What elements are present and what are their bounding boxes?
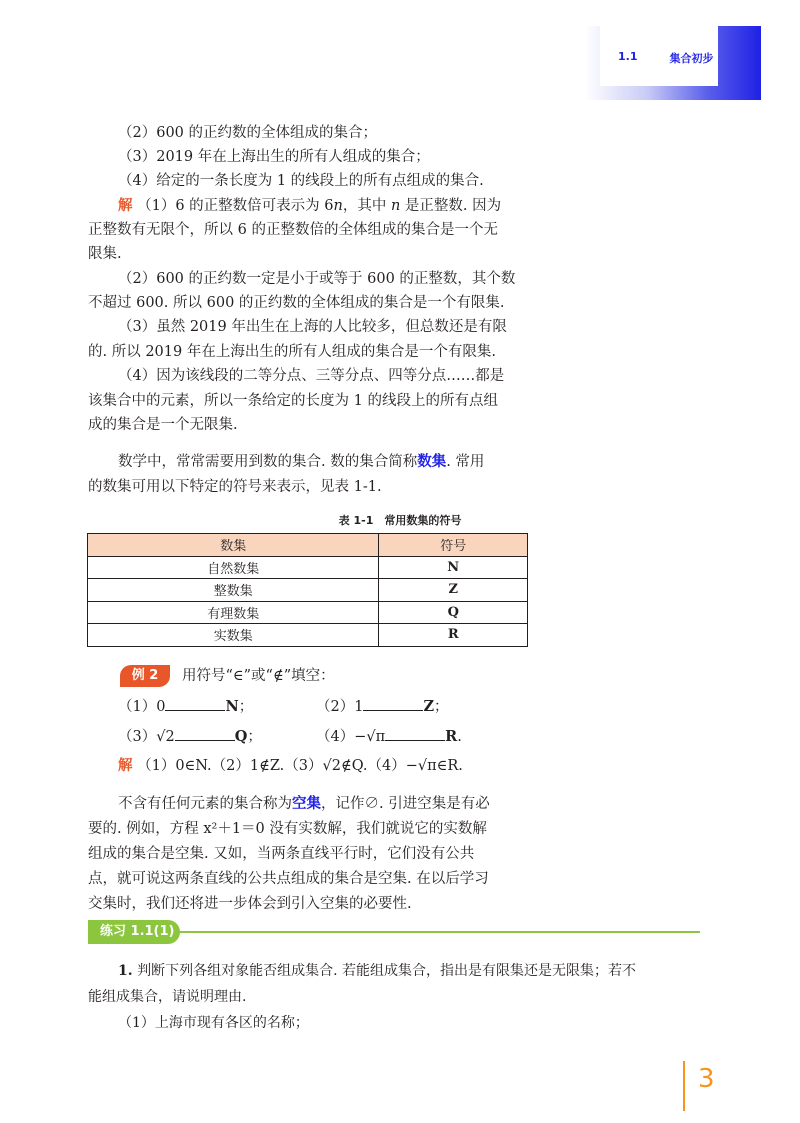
table-cell: 实数集 (88, 624, 379, 647)
body-line: （2）600 的正约数的全体组成的集合； (118, 125, 378, 141)
example-prompt: 用符号“∈”或“∉”填空： (182, 668, 335, 684)
emptyset-line: 不含有任何元素的集合称为空集，记作∅. 引进空集是有必 (118, 796, 490, 812)
body-line: 的. 所以 2019 年在上海出生的所有人组成的集合是一个有限集. (88, 344, 496, 360)
section-number: 1.1 (618, 50, 638, 63)
body-line: 不超过 600. 所以 600 的正约数的全体组成的集合是一个有限集. (88, 295, 505, 311)
table-header-row (88, 534, 528, 557)
exercise-question: 1. 判断下列各组对象能否组成集合. 若能组成集合，指出是有限集还是无限集；若不 (118, 963, 636, 979)
table-caption: 表 1-1 常用数集的符号 (338, 514, 462, 527)
table-row (88, 556, 528, 579)
running-header (618, 50, 714, 66)
body-line: （3）2019 年在上海出生的所有人组成的集合； (118, 149, 430, 165)
body-line: （1）上海市现有各区的名称； (118, 1015, 309, 1031)
table-cell: 有理数集 (88, 601, 379, 624)
solution-label: 解 (118, 757, 133, 774)
table-cell: N (379, 556, 528, 579)
body-line: 组成的集合是空集. 又如，当两条直线平行时，它们没有公共 (88, 846, 475, 862)
body-line: 要的. 例如，方程 x²＋1＝0 没有实数解，我们就说它的实数解 (88, 821, 487, 837)
table-row (88, 601, 528, 624)
table-cell: R (379, 624, 528, 647)
number-sets-table (87, 533, 528, 647)
answer-blank (175, 727, 235, 741)
table-header-cell: 数集 (88, 534, 379, 557)
example-badge: 例 2 (120, 665, 170, 687)
exercise-label: 练习 1.1(1) (88, 920, 180, 944)
body-line: （3）虽然 2019 年出生在上海的人比较多，但总数还是有限 (118, 319, 507, 335)
table-cell: 自然数集 (88, 556, 379, 579)
table-cell: 整数集 (88, 579, 379, 602)
body-line: 交集时，我们还将进一步体会到引入空集的必要性. (88, 896, 412, 912)
exercise-rule (178, 931, 700, 933)
body-line: 的数集可用以下特定的符号来表示，见表 1-1. (88, 479, 382, 495)
solution-label: 解 (118, 197, 133, 214)
table-row (88, 624, 528, 647)
body-line: 该集合中的元素，所以一条给定的长度为 1 的线段上的所有点组 (88, 393, 498, 409)
table-header-cell: 符号 (379, 534, 528, 557)
body-line: （4）因为该线段的二等分点、三等分点、四等分点……都是 (118, 368, 505, 384)
numbersets-intro: 数学中，常常需要用到数的集合. 数的集合简称数集. 常用 (118, 454, 485, 470)
section-title: 集合初步 (669, 52, 714, 65)
answer-blank (363, 697, 423, 711)
term-numberset: 数集 (417, 454, 447, 470)
answer-blank (165, 697, 225, 711)
body-line: （4）给定的一条长度为 1 的线段上的所有点组成的集合. (118, 173, 484, 189)
body-line: 正整数有无限个，所以 6 的正整数倍的全体组成的集合是一个无 (88, 222, 498, 238)
term-emptyset: 空集 (292, 796, 321, 812)
example-item: （2）1 Z； (316, 698, 449, 715)
table-cell: Q (379, 601, 528, 624)
body-line: 成的集合是一个无限集. (88, 417, 238, 433)
body-line: 能组成集合，请说明理由. (88, 989, 247, 1005)
question-number: 1. (118, 963, 133, 979)
body-line: 限集. (88, 246, 122, 262)
body-line: 点，就可说这两条直线的公共点组成的集合是空集. 在以后学习 (88, 871, 489, 887)
solution-line: 解 （1）6 的正整数倍可表示为 6n，其中 n 是正整数. 因为 (118, 197, 502, 214)
page-number-rule (683, 1061, 685, 1111)
example-item: （1）0 N； (118, 698, 254, 715)
example-item: （4）−√π R. (316, 728, 462, 745)
table-row (88, 579, 528, 602)
example-solution: 解 （1）0∈N.（2）1∉Z.（3）√2∉Q.（4）−√π∈R. (118, 757, 463, 774)
answer-blank (385, 727, 445, 741)
body-line: （2）600 的正约数一定是小于或等于 600 的正整数，其个数 (118, 271, 516, 287)
example-item: （3）√2 Q； (118, 728, 262, 745)
page-number: 3 (698, 1064, 715, 1094)
table-cell: Z (379, 579, 528, 602)
